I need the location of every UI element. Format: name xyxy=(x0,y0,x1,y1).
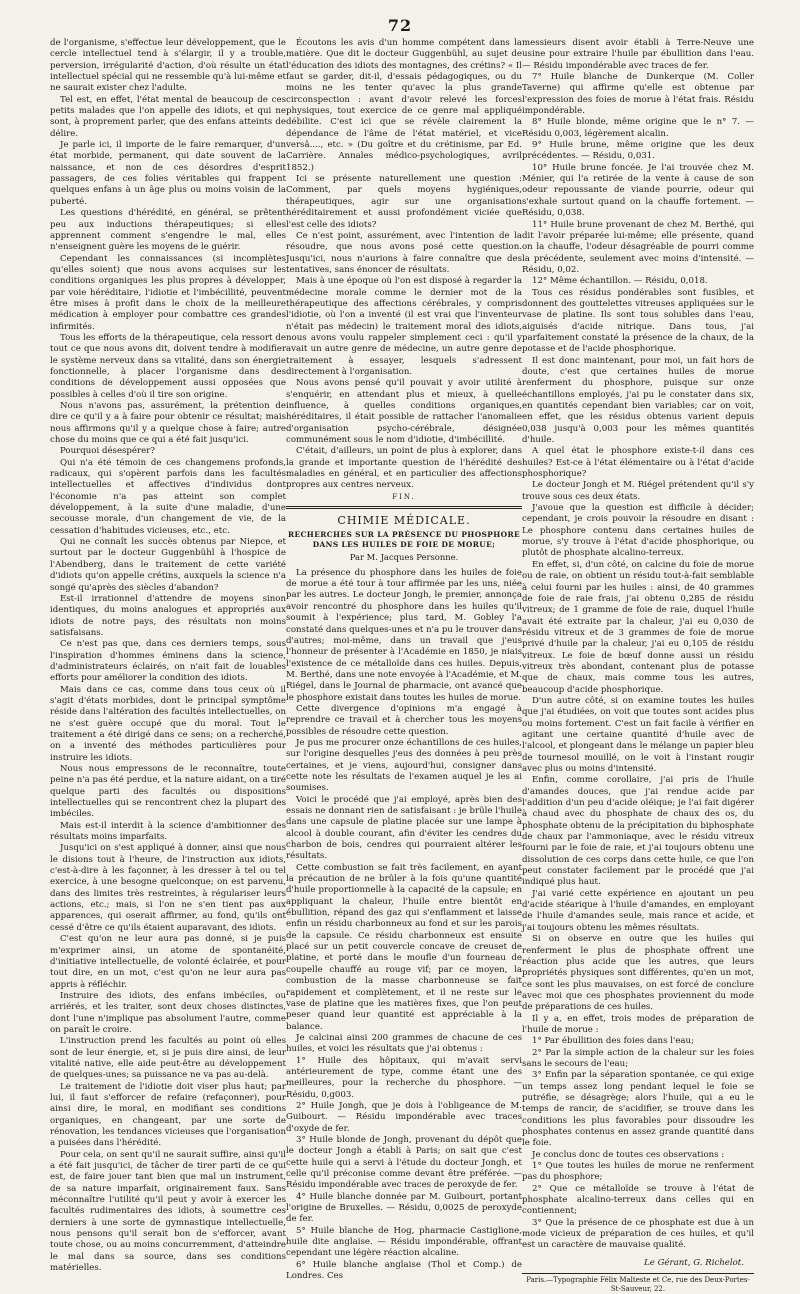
paragraph: Je pus me procurer onze échantillons de ces huiles, sur l'origine desquelles j'eus des données à peu près certaines, et je viens, aujourd'hui, consigner dans cette note les résultats de l'examen auquel je les ai soumises. xyxy=(286,737,522,794)
paragraph: Il est donc maintenant, pour moi, un fait hors de doute, c'est que certaines huiles de morue renferment du phosphore, puisque sur onze échantillons employés, j'ai pu le constater dans six, en quantités cependant bien variables; car on voit, en effet, que les résidus obtenus varient depuis 0,038 jusqu'à 0,003 pour les mêmes quantités d'huile. xyxy=(522,355,754,446)
phosphore-article-continued xyxy=(522,38,754,1252)
paragraph: Ici se présente naturellement une question : Comment, par quels moyens hygiéniques, thérapeutiques, agir sur une organisation héréditairement et aussi profondément viciée que l'est celle des idiots? xyxy=(286,174,522,230)
paragraph: C'était, d'ailleurs, un point de plus à explorer, dans la grande et importante question de l'hérédité des maladies en général, et en particulier des affections propres aux centres nerveux. xyxy=(286,446,522,491)
idiotie-conclusion xyxy=(286,38,522,492)
paragraph: Pourquoi désespérer? xyxy=(60,446,155,457)
paragraph: Jusqu'ici on s'est appliqué à donner, ainsi que nous le disions tout à l'heure, de l'instruction aux idiots, c'est-à-dire à les façonner, à les dresser à tel ou tel exercice, à une besogne quelconque; on est parvenu, dans des limites très restreintes, à régulariser leurs actions, etc.; mais, si l'on ne s'en tient pas aux apparences, qui oserait affirmer, au fond, qu'ils ont cessé d'être ce qu'ils étaient auparavant, des idiots. xyxy=(50,843,286,933)
column-left xyxy=(50,38,286,1274)
paragraph: Les questions d'hérédité, en général, se prêtent peu aux inductions thérapeutiques; si elles apprennent comment s'engendre le mal, elles n'enseignent guère les moyens de le guérir. xyxy=(50,208,286,253)
paragraph: 3° Enfin par la séparation spontanée, ce qui exige un temps assez long pendant lequel le foie se putréfie, se désagrège; alors l'huile, qui a eu le temps de rancir, de s'acidifier, se trouve dans les conditions les plus favorables pour dissoudre les phosphates contenus en assez grande quantité dans le foie. xyxy=(522,1070,754,1149)
page-number: 72 xyxy=(387,16,413,35)
paragraph: messieurs disent avoir établi à Terre-Neuve une usine pour extraire l'huile par ébullition dans l'eau. — Résidu impondérable avec traces de fer. xyxy=(522,38,754,71)
paragraph: J'ai varié cette expérience en ajoutant un peu d'acide stéarique à l'huile d'amandes, en employant de l'huile d'amandes seule, mais rance et acide, et j'ai toujours obtenu les mêmes résultats. xyxy=(522,888,754,933)
article-author: Par M. Jacques Personne. xyxy=(349,552,459,563)
paragraph: 12° Même échantillon. — Résidu, 0,018. xyxy=(532,276,708,287)
paragraph: 10° Huile brune foncée. Je l'ai trouvée chez M. Ménier, qui l'a retirée de la vente à cause de son odeur repoussante de viande pourrie, odeur qui s'exhale surtout quand on la chauffe fortement. — Résidu, 0,038. xyxy=(522,162,754,219)
paragraph: D'un autre côté, si on examine toutes les huiles que j'ai étudiées, on voit que toutes sont acides plus ou moins fortement. C'est un fait facile à vérifier en agitant une certaine quantité d'huile avec de l'alcool, et plongeant dans le mélange un papier bleu de tournesol mouillé, on le voit à l'instant rougir avec plus ou moins d'intensité. xyxy=(522,695,754,774)
paragraph: Qui ne connaît les succès obtenus par Niepce, et surtout par le docteur Guggenbühl à l'hospice de l'Abendberg, dans le traitement de cette variété d'idiots qu'on appelle crétins, auxquels la science n'a songé qu'après des siècles d'abandon? xyxy=(50,537,286,593)
paragraph: 1° Par ébullition des foies dans l'eau; xyxy=(532,1036,694,1047)
paragraph: Nous avons pensé qu'il pouvait y avoir utilité à s'enquérir, en attendant plus et mieux, à quelle influence, à quelles conditions organiques, héréditaires, il était possible de rattacher l'anomalie d'organisation psycho-cérébrale, désignée communément sous le nom d'idiotie, d'imbécillité. xyxy=(286,378,522,446)
column-right xyxy=(522,38,754,1294)
paragraph: Nous nous empressons de le reconnaître, toute peine n'a pas été perdue, et la nature aidant, on a tiré quelque parti des facultés ou dispositions intellectuelles qui se rencontrent chez la plupart des imbéciles. xyxy=(50,764,286,820)
paragraph: Il y a, en effet, trois modes de préparation de l'huile de morue : xyxy=(522,1013,754,1035)
paragraph: Je parle ici, il importe de le faire remarquer, d'un état morbide, permanent, qui date souvent de la naissance, et non de ces désordres d'esprit passagers, de ces folies véritables qui frappent quelques enfans à un âge plus ou moins voisin de la puberté. xyxy=(50,140,286,207)
paragraph: Tel est, en effet, l'état mental de beaucoup de ces petits malades que l'on appelle des idiots, et qui ne sont, à proprement parler, que des enfans atteints de délire. xyxy=(50,94,286,139)
section-rule-bottom xyxy=(286,508,522,509)
imprint: Paris.—Typographie Félix Malteste et Ce, rue des Deux-Portes-St-Sauveur, 22. xyxy=(526,1276,750,1294)
paragraph: Pour cela, on sent qu'il ne saurait suffire, ainsi qu'il a été fait jusqu'ici, de tâcher de tirer parti de ce qui est, de faire jouer tant bien que mal un instrument, de sa nature imparfait, originairement faux. Sans méconnaître l'utilité qu'il peut y avoir à exercer les facultés rudimentaires des idiots, à soumettre ces derniers à une sorte de gymnastique intellectuelle, nous pensons qu'il serait bon de s'efforcer, avant toute chose, ou au moins concurremment, d'atteindre le mal dans sa source, dans ses conditions matérielles. xyxy=(50,1149,286,1274)
phosphore-article xyxy=(286,568,522,1283)
paragraph: 2° Par la simple action de la chaleur sur les foies sans le secours de l'eau; xyxy=(522,1047,754,1069)
paragraph: En effet, si, d'un côté, on calcine du foie de morue ou de raie, on obtient un résidu tout-à-fait semblable à celui fourni par les huiles : ainsi, de 40 grammes de foie de raie frais, j'ai obtenu 0,285 de résidu vitreux; de 1 gramme de foie de raie, duquel l'huile avait été extraite par la chaleur, j'ai eu 0,030 de résidu vitreux et de 3 grammes de foie de morue privé d'huile par la chaleur, j'ai eu 0,105 de résidu vitreux. Le foie de bœuf donne aussi un résidu vitreux très abondant, contenant plus de potasse que de chaux, mais comme tous les autres, beaucoup d'acide phosphorique. xyxy=(522,559,754,695)
paragraph: Tous ces résidus pondérables sont fusibles, et donnent des gouttelettes vitreuses appliquées sur le vase de platine. Ils sont tous solubles dans l'eau, aiguisés d'acide nitrique. Dans tous, j'ai parfaitement constaté la présence de la chaux, de la potasse et de l'acide phosphorique. xyxy=(522,287,754,355)
paragraph: Si on observe en outre que les huiles qui renferment le plus de phosphate offrent une réaction plus acide que les autres, que leurs propriétés physiques sont différentes, qu'en un mot, ce sont les plus mauvaises, on est forcé de conclure avec moi que ces phosphates proviennent du mode de préparations de ces huiles. xyxy=(522,934,754,1013)
paragraph: Qui n'a été témoin de ces changemens profonds, radicaux, qui s'opèrent parfois dans les facultés intellectuelles et affectives d'individus dont l'économie n'a pas atteint son complet développement, à la suite d'une maladie, d'une secousse morale, d'un changement de vie, de la cessation d'habitudes vicieuses, etc., etc. xyxy=(50,457,286,536)
paragraph: 5° Huile blanche de Hog, pharmacie Castiglione, huile dite anglaise. — Résidu impondérable, offrant cependant une légère réaction alcaline. xyxy=(286,1225,522,1259)
paragraph: A quel état le phosphore existe-t-il dans ces huiles? Est-ce à l'état élémentaire ou à l'état d'acide phosphorique? xyxy=(522,446,754,480)
paragraph: Instruire des idiots, des enfans imbéciles, ou arriérés, et les traiter, sont deux choses distinctes, dont l'une n'implique pas absolument l'autre, comme on paraît le croire. xyxy=(50,990,286,1035)
paragraph: Cependant les connaissances (si incomplètes qu'elles soient) que nous avons acquises sur les conditions organiques les plus propres à développer, par voie héréditaire, l'idiotie et l'imbécillité, peuvent être mises à profit dans le choix de la meilleure médication à employer pour combattre ces grandes infirmités. xyxy=(50,253,286,332)
paragraph: J'avoue que la question est difficile à décider; cependant, je crois pouvoir la résoudre en disant : Le phosphore contenu dans certaines huiles de morue, s'y trouve à l'état d'acide phosphorique, ou plutôt de phosphate alcalino-terreux. xyxy=(522,503,754,559)
paragraph: 2° Que ce métalloïde se trouve à l'état de phosphate alcalino-terreux dans celles qui en contiennent; xyxy=(522,1183,754,1217)
paragraph: 9° Huile brune, même origine que les deux précédentes. — Résidu, 0,031. xyxy=(522,140,754,162)
paragraph: Est-il irrationnel d'attendre de moyens sinon identiques, du moins analogues et appropriés aux idiots de notre pays, des résultats non moins satisfaisans. xyxy=(50,593,286,638)
paragraph: 11° Huile brune provenant de chez M. Berthé, qui dit l'avoir préparée lui-même; elle présente, quand on la chauffe, l'odeur désagréable de pourri comme la précédente, seulement avec moins d'intensité. — Résidu, 0,02. xyxy=(522,219,754,275)
section-rule-top xyxy=(286,506,522,507)
paragraph: Le traitement de l'idiotie doit viser plus haut; par lui, il faut s'efforcer de refaire (refaçonner), pour ainsi dire, le moral, en modifiant ses conditions organiques, en changeant, par une sorte de rénovation, les tendances vicieuses que l'organisation a puisées dans l'hérédité. xyxy=(50,1081,286,1149)
paragraph: L'instruction prend les facultés au point où elles sont de leur énergie, et, si je puis dire ainsi, de leur vitalité native, elle aide peut-être au développement de quelques-unes; sa puissance ne va pas au-delà. xyxy=(50,1036,286,1081)
paragraph: 8° Huile blonde, même origine que le n° 7. — Résidu 0,003, légèrement alcalin. xyxy=(522,117,754,139)
paragraph: Écoutons les avis d'un homme compétent dans la matière. Que dit le docteur Guggenbühl, au sujet de l'éducation des idiots des montagnes, des crétins? « Il faut se garder, dit-il, d'essais pédagogiques, ou du moins ne les tenter qu'avec la plus grande circonspection : avant d'avoir relevé les forces physiques, tout exercice de ce genre mal appliqué débilite. C'est ici que se révèle clairement la dépendance de l'âme de l'état matériel, et vice versâ...., etc. » (Du goître et du crétinisme, par Ed. Carrière. Annales médico-psychologiques, avril 1852.) xyxy=(286,38,522,173)
paragraph: 3° Que la présence de ce phosphate est due à un mode vicieux de préparation de ces huiles, et qu'il est un caractère de mauvaise qualité. xyxy=(522,1217,754,1251)
paragraph: Je conclus donc de toutes ces observations : xyxy=(532,1149,725,1160)
paragraph: Cette divergence d'opinions m'a engagé à reprendre ce travail et à chercher tous les moyens possibles de résoudre cette question. xyxy=(286,703,522,737)
paragraph: 1° Huile des hôpitaux, qui m'avait servi antérieurement de type, comme étant une des meilleures, pour la recherche du phosphore. — Résidu, 0,g003. xyxy=(286,1055,522,1100)
paragraph: de l'organisme, s'effectue leur développement, que le cercle intellectuel tend à s'élargir, il y a trouble, perversion, irrégularité d'action, d'où résulte un état intellectuel spécial qui ne ressemble qu'à lui-même et ne saurait exister chez l'adulte. xyxy=(50,38,286,94)
article-title: RECHERCHES SUR LA PRÉSENCE DU PHOSPHORE DANS LES HUILES DE FOIE DE MORUE; xyxy=(287,530,521,550)
paragraph: Mais est-il interdit à la science d'ambitionner des résultats moins imparfaits. xyxy=(50,820,286,843)
paragraph: La présence du phosphore dans les huiles de foie de morue a été tour à tour affirmée par les uns, niée par les autres. Le docteur Jongh, le premier, annonça avoir rencontré du phosphore dans les huiles qu'il soumit à l'expérience; plus tard, M. Gobley l'a constaté dans quelques-unes et n'a pu le trouver dans d'autres; moi-même, dans un travail que j'eus l'honneur de présenter à l'Académie en 1850, je niais l'existence de ce métalloïde dans ces huiles. Depuis, M. Berthé, dans une note envoyée à l'Académie, et M. Riégel, dans le Journal de pharmacie, ont avancé que le phosphore existait dans toutes les huiles de morue. xyxy=(286,567,522,703)
column-middle xyxy=(286,38,522,1282)
paragraph: Enfin, comme corollaire, j'ai pris de l'huile d'amandes douces, que j'ai rendue acide par l'addition d'un peu d'acide oléique; je l'ai fait digérer à chaud avec du phosphate de chaux des os, du phosphate obtenu de la précipitation du biphosphate de chaux par l'ammoniaque, avec le résidu vitreux fourni par le foie de raie, et j'ai toujours obtenu une dissolution de ces corps dans cette huile, ce que l'on peut constater facilement par le procédé que j'ai indiqué plus haut. xyxy=(522,775,754,888)
paragraph: 7° Huile blanche de Dunkerque (M. Coller Taverne) qui affirme qu'elle est obtenue par l'expression des foies de morue à l'état frais. Résidu impondérable. xyxy=(522,72,754,117)
paragraph: Mais dans ce cas, comme dans tous ceux où il s'agit d'états morbides, dont le principal symptôme réside dans l'altération des facultés intellectuelles, on ne s'est guère occupé que du moral. Tout le traitement a été dirigé dans ce sens; on a recherché, on a inventé des méthodes particulières pour instruire les idiots. xyxy=(50,684,286,763)
paragraph: Cette combustion se fait très facilement, en ayant la précaution de ne brûler à la fois qu'une quantité d'huile proportionnelle à la capacité de la capsule; en appliquant la chaleur, l'huile entre bientôt en ébullition, répand des gaz qui s'enflamment et laisse enfin un résidu charbonneux au fond et sur les parois de la capsule. Ce résidu charbonneux est ensuite placé sur un petit couvercle concave de creuset de platine, et porté dans le moufle d'un fourneau de coupelle chauffé au rouge vif; par ce moyen, la combustion de la masse charbonneuse se fait rapidement et complètement, et il ne reste sur le vase de platine que les matières fixes, que l'on peut peser quand leur quantité est appréciable à la balance. xyxy=(286,862,522,1032)
section-title: CHIMIE MÉDICALE. xyxy=(337,514,471,528)
paragraph: 4° Huile blanche donnée par M. Guibourt, portant l'origine de Bruxelles. — Résidu, 0,0025 de peroxyde de fer. xyxy=(286,1191,522,1225)
paragraph: Voici le procédé que j'ai employé, après bien des essais ne donnant rien de satisfaisant : je brûle l'huile dans une capsule de platine placée sur une lampe à alcool à double courant, afin d'éviter les cendres du charbon de bois, cendres qui pourraient altérer les résultats. xyxy=(286,794,522,862)
paragraph: 6° Huile blanche anglaise (Thol et Comp.) de Londres. Ces xyxy=(286,1259,522,1282)
paragraph: Ce n'est point, assurément, avec l'intention de la résoudre, que nous avons posé cette question. Jusqu'ici, nous n'aurions à faire connaître que des tentatives, sans énoncer de résultats. xyxy=(286,230,522,275)
paragraph: Je calcinai ainsi 200 grammes de chacune de ces huiles, et voici les résultats que j'ai obtenus : xyxy=(286,1032,522,1055)
paragraph: 1° Que toutes les huiles de morue ne renferment pas du phosphore; xyxy=(522,1161,754,1183)
paragraph: Tous les efforts de la thérapeutique, cela ressort de tout ce que nous avons dit, doivent tendre à modifier le système nerveux dans sa vitalité, dans son énergie fonctionnelle, à placer l'organisme dans des conditions de développement aussi opposées que possibles à celles d'où il tire son origine. xyxy=(50,332,286,400)
paragraph: C'est qu'on ne leur aura pas donné, si je puis m'exprimer ainsi, un atome de spontanéité, d'initiative intellectuelle, de volonté éclairée, et pour tout dire, en un mot, c'est qu'on ne leur aura pas appris à réfléchir. xyxy=(50,934,286,990)
paragraph: Mais à une époque où l'on est disposé à regarder la médecine morale comme le dernier mot de la thérapeutique des affections cérébrales, y compris l'idiotie, où l'on a inventé (il est vrai que l'inventeur n'était pas médecin) le traitement moral des idiots, nous avons voulu rappeler simplement ceci : qu'il y avait un autre genre de médecine, un autre genre de traitement à essayer, lesquels s'adressent directement à l'organisation. xyxy=(286,276,522,377)
paragraph: Ce n'est pas que, dans ces derniers temps, sous l'inspiration d'hommes éminens dans la science, d'administrateurs éclairés, on n'ait fait de louables efforts pour améliorer la condition des idiots. xyxy=(50,639,286,684)
paragraph: Nous n'avons pas, assurément, la prétention de dire ce qu'il y a à faire pour obtenir ce résultat; mais nous affirmons qu'il y a quelque chose à faire; autre chose du moins que ce qui a été fait jusqu'ici. xyxy=(50,401,286,446)
signature: Le Gérant, G. Richelot. xyxy=(644,1257,744,1268)
paragraph: 3° Huile blonde de Jongh, provenant du dépôt que le docteur Jongh a établi à Paris; on sait que c'est cette huile qui a servi à l'étude du docteur Jongh, et celle qu'il préconise comme devant être préférée. — Résidu impondérable avec traces de peroxyde de fer. xyxy=(286,1134,522,1191)
fin-marker: FIN. xyxy=(392,492,416,501)
paragraph: Le docteur Jongh et M. Riégel prétendent qu'il s'y trouve sous ces deux états. xyxy=(522,480,754,502)
paragraph: 2° Huile Jongh, que je dois à l'obligeance de M. Guibourt. — Résidu impondérable avec traces d'oxyde de fer. xyxy=(286,1100,522,1134)
imprint-rule xyxy=(522,1273,754,1274)
